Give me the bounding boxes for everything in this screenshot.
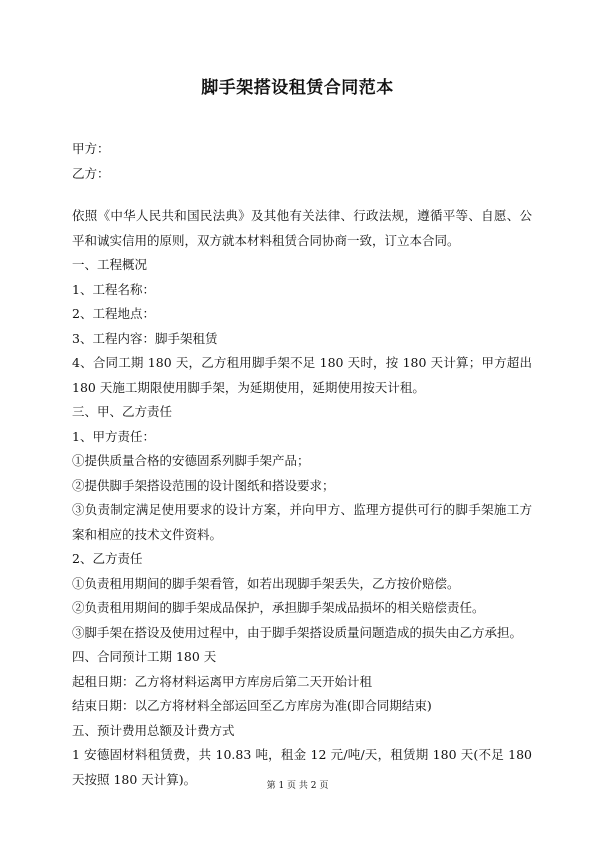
project-name-line: 1、工程名称：	[72, 281, 155, 297]
page-footer: 第 1 页 共 2 页	[266, 781, 329, 791]
rental-fee-paragraph: 1 安德固材料租赁费，共 10.83 吨，租金 12 元/吨/天，租赁期 180 天(不足 180 天按照 180 天计算)。	[72, 747, 532, 787]
party-a-item-3: ③负责制定满足使用要求的设计方案，并向甲方、监理方提供可行的脚手架施工方案和相应的技术文件资料。	[72, 502, 532, 542]
contract-duration-paragraph: 4、合同工期 180 天，乙方租用脚手架不足 180 天时，按 180 天计算；甲方超出 180 天施工期限使用脚手架，为延期使用，延期使用按天计租。	[72, 355, 532, 395]
party-b-item-3: ③脚手架在搭设及使用过程中，由于脚手架搭设质量问题造成的损失由乙方承担。	[72, 624, 523, 640]
rental-start-date-line: 起租日期：乙方将材料运离甲方库房后第二天开始计租	[72, 673, 373, 689]
section-heading-project-overview: 一、工程概况	[72, 257, 148, 272]
party-b-label: 乙方：	[72, 166, 110, 181]
project-location-line: 2、工程地点：	[72, 306, 155, 321]
rental-end-date-line: 结束日期：以乙方将材料全部运回至乙方库房为准(即合同期结束)	[72, 698, 432, 713]
section-heading-contract-period: 四、合同预计工期 180 天	[72, 649, 217, 664]
section-heading-responsibilities: 三、甲、乙方责任	[72, 404, 173, 419]
party-a-item-2: ②提供脚手架搭设范围的设计图纸和搭设要求；	[72, 477, 335, 493]
party-b-item-2: ②负责租用期间的脚手架成品保护，承担脚手架成品损坏的相关赔偿责任。	[72, 600, 485, 615]
party-b-item-1: ①负责租用期间的脚手架看管，如若出现脚手架丢失，乙方按价赔偿。	[72, 575, 460, 591]
party-b-responsibility-heading: 2、乙方责任	[72, 551, 143, 566]
section-heading-fees: 五、预计费用总额及计费方式	[72, 722, 235, 738]
document-title: 脚手架搭设租赁合同范本	[201, 78, 394, 98]
contract-body	[72, 204, 532, 792]
party-a-label: 甲方：	[72, 141, 110, 156]
party-a-responsibility-heading: 1、甲方责任：	[72, 428, 155, 444]
project-content-line: 3、工程内容：脚手架租赁	[72, 330, 218, 346]
party-a-item-1: ①提供质量合格的安德固系列脚手架产品；	[72, 453, 310, 468]
intro-paragraph: 依照《中华人民共和国民法典》及其他有关法律、行政法规，遵循平等、自愿、公平和诚实信用的原则，双方就本材料租赁合同协商一致，订立本合同。	[72, 208, 532, 248]
